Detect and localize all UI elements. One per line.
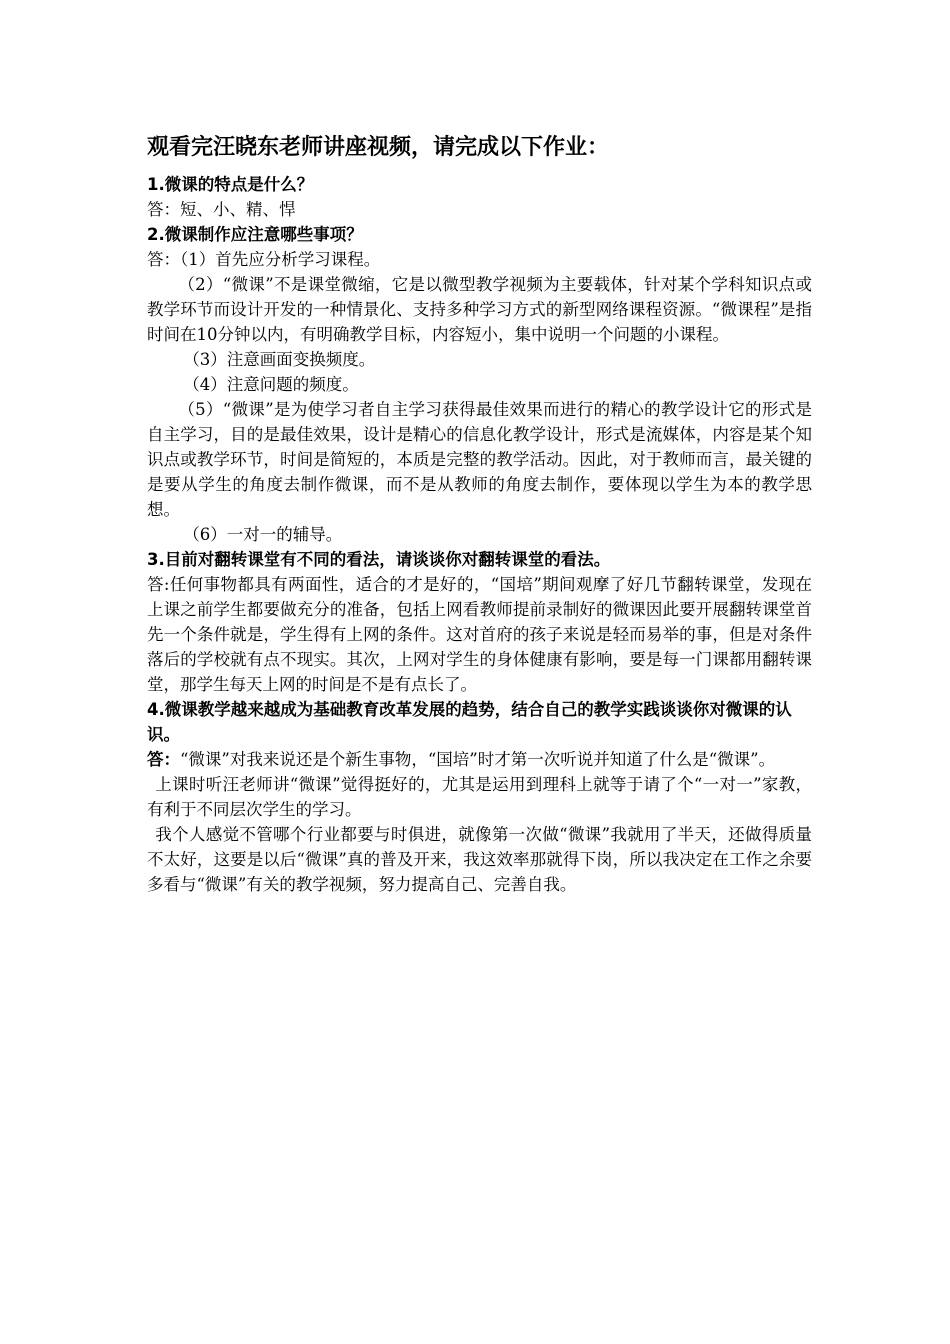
answer-2-item-6: （6）一对一的辅导。 bbox=[183, 525, 343, 544]
answer-4-paragraph-1 bbox=[147, 747, 812, 772]
question-2: 2.微课制作应注意哪些事项？ bbox=[147, 225, 363, 244]
answer-1: 答：短、小、精、悍 bbox=[147, 200, 296, 219]
answer-4-lead: 答： bbox=[147, 750, 180, 769]
answer-2-item-5: （5）“微课”是为使学习者自主学习获得最佳效果而进行的精心的教学设计它的形式是自主学习，目的是最佳效果，设计是精心的信息化教学设计，形式是流媒体，内容是某个知识点或教学环节，时间是简短的，本质是完整的教学活动。因此，对于教师而言，最关键的是要从学生的角度去制作微课，而不是从教师的角度去制作，要体现以学生为本的教学思想。 bbox=[147, 400, 812, 519]
answer-4-paragraph-3: 我个人感觉不管哪个行业都要与时俱进，就像第一次做“微课”我就用了半天，还做得质量不太好，这要是以后“微课”真的普及开来，我这效率那就得下岗，所以我决定在工作之余要多看与“微课”有关的教学视频，努力提高自己、完善自我。 bbox=[147, 825, 812, 894]
answer-2-item-4: （4）注意问题的频度。 bbox=[183, 375, 359, 394]
answer-3: 答:任何事物都具有两面性，适合的才是好的，“国培”期间观摩了好几节翻转课堂，发现在上课之前学生都要做充分的准备，包括上网看教师提前录制好的微课因此要开展翻转课堂首先一个条件就是，学生得有上网的条件。这对首府的孩子来说是轻而易举的事，但是对条件落后的学校就有点不现实。其次，上网对学生的身体健康有影响，要是每一门课都用翻转课堂，那学生每天上网的时间是不是有点长了。 bbox=[147, 575, 812, 694]
answer-2-item-3: （3）注意画面变换频度。 bbox=[183, 350, 376, 369]
answer-4-text-1: “微课”对我来说还是个新生事物，“国培”时才第一次听说并知道了什么是“微课”。 bbox=[180, 750, 776, 769]
answer-4-paragraph-2: 上课时听汪老师讲“微课”觉得挺好的，尤其是运用到理科上就等于请了个“一对一”家教，有利于不同层次学生的学习。 bbox=[147, 775, 812, 819]
answer-2-item-1: 答：（1）首先应分析学习课程。 bbox=[147, 250, 381, 269]
page-title: 观看完汪晓东老师讲座视频，请完成以下作业： bbox=[147, 135, 610, 160]
document-page bbox=[147, 132, 812, 897]
question-1: 1.微课的特点是什么？ bbox=[147, 175, 314, 194]
question-3: 3.目前对翻转课堂有不同的看法，请谈谈你对翻转课堂的看法。 bbox=[147, 550, 611, 569]
answer-2-item-2: （2）“微课”不是课堂微缩，它是以微型教学视频为主要载体，针对某个学科知识点或教学环节而设计开发的一种情景化、支持多种学习方式的新型网络课程资源。“微课程”是指时间在10分钟以内，有明确教学目标，内容短小，集中说明一个问题的小课程。 bbox=[147, 275, 812, 344]
question-4: 4.微课教学越来越成为基础教育改革发展的趋势，结合自己的教学实践谈谈你对微课的认识。 bbox=[147, 700, 792, 744]
